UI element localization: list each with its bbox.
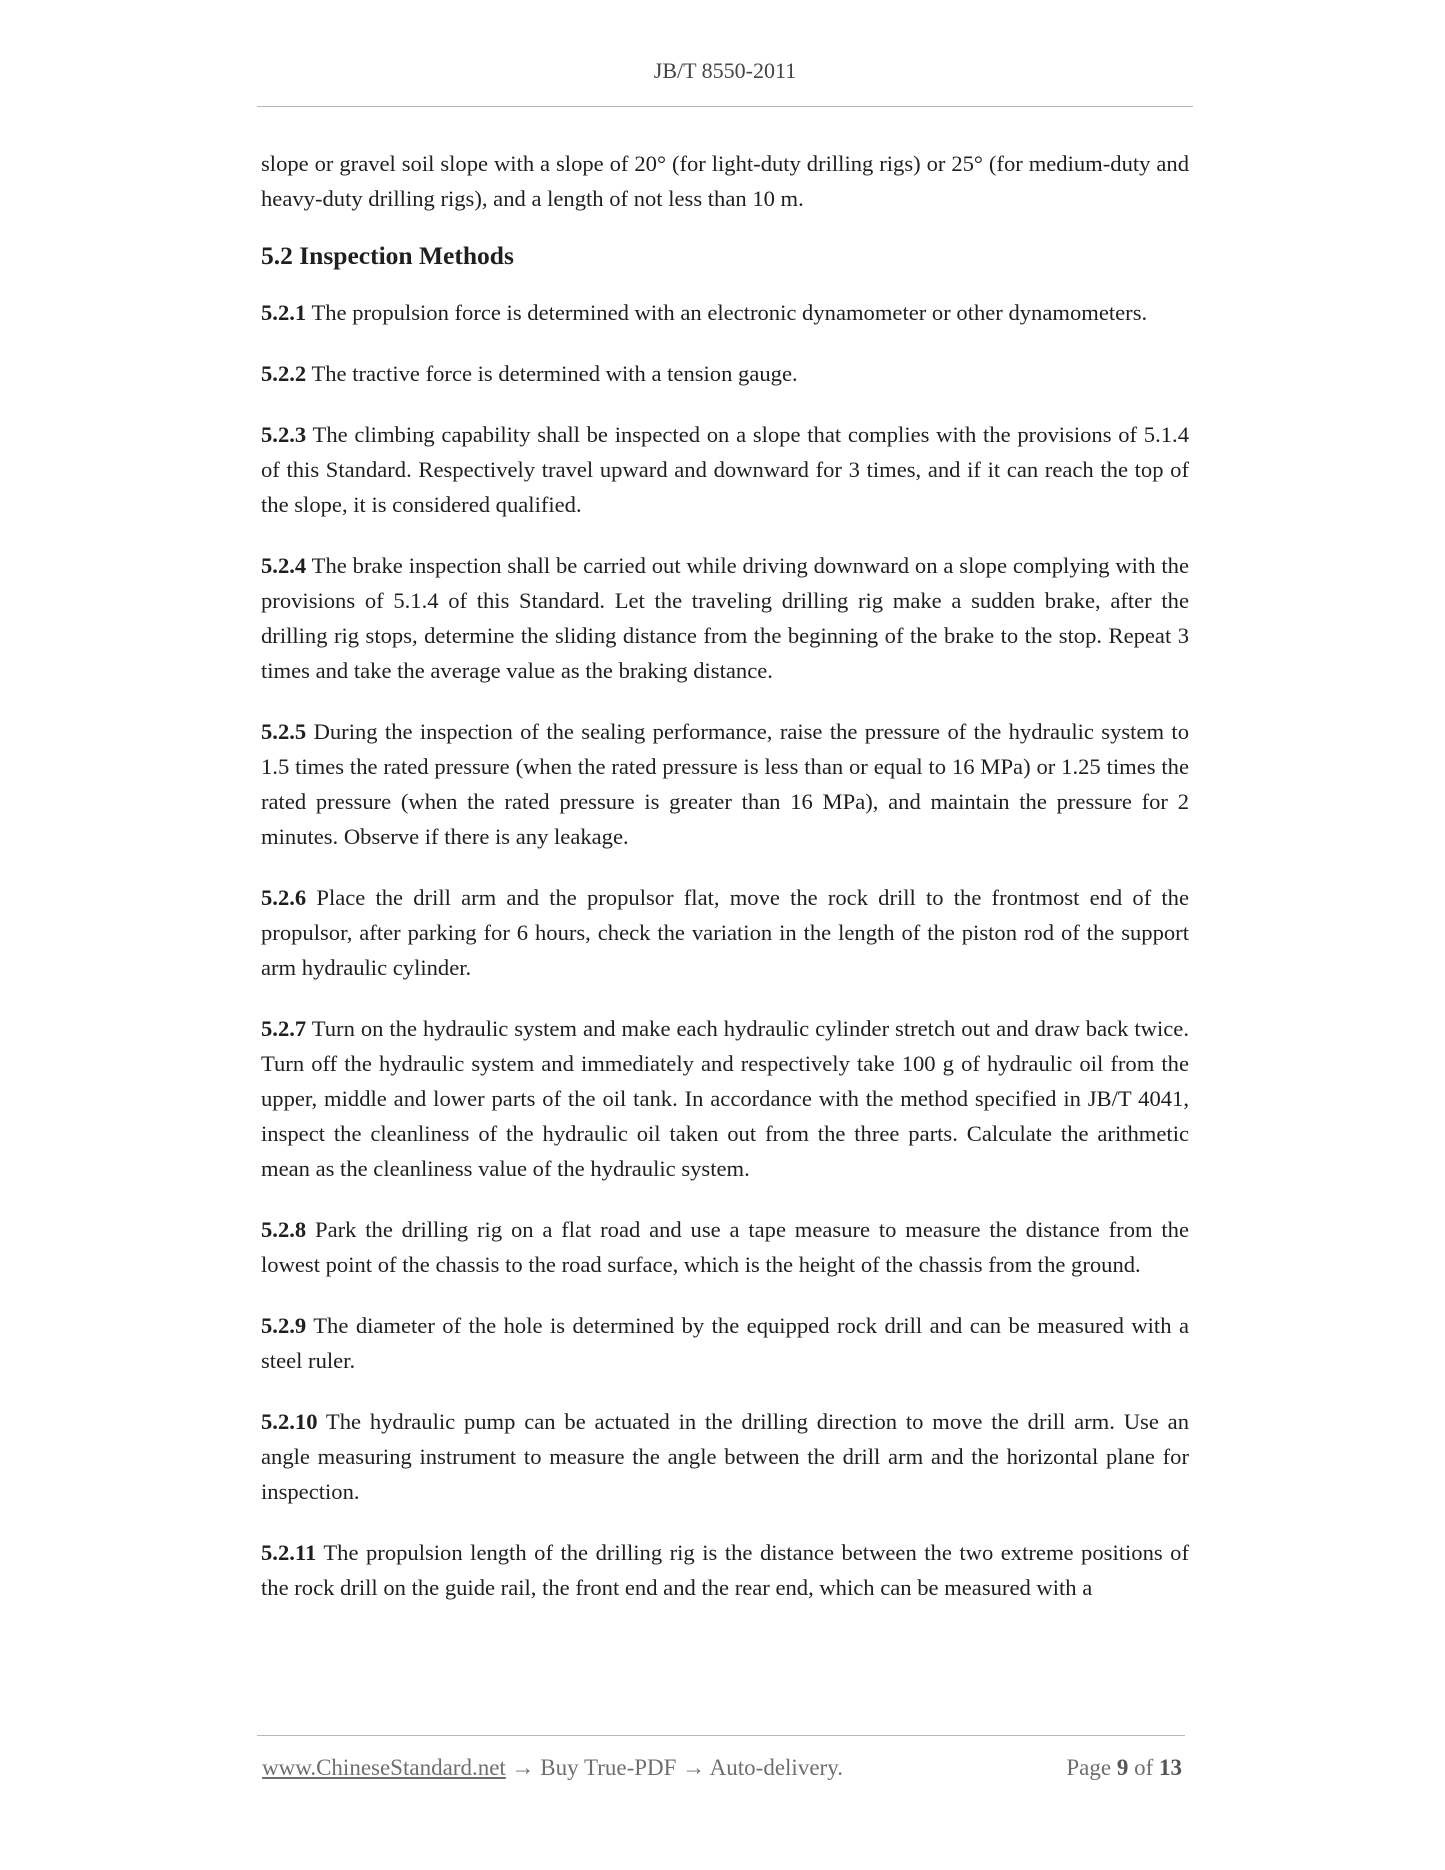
clause-number: 5.2.5: [261, 719, 307, 744]
footer-rule: [257, 1735, 1185, 1736]
section-heading: 5.2 Inspection Methods: [261, 241, 514, 270]
clause-text: During the inspection of the sealing performance, raise the pressure of the hydraulic system to 1.5 times the rated pressure (when the rated pressure is less than or equal to 16 MPa) or 1.25 times the rated pressure (when the rated pressure is greater than 16 MPa), and maintain the pressure for 2 minutes. Observe if there is any leakage.: [261, 719, 1189, 849]
clause-number: 5.2.11: [261, 1540, 317, 1565]
clause-number: 5.2.7: [261, 1016, 307, 1041]
clause-text: The tractive force is determined with a tension gauge.: [311, 361, 798, 386]
clause-5-2-1: [261, 295, 1189, 330]
running-header: JB/T 8550-2011: [653, 58, 797, 83]
page-of: of: [1134, 1755, 1154, 1780]
clause-5-2-6: [261, 880, 1189, 985]
clause-number: 5.2.8: [261, 1217, 307, 1242]
clause-5-2-5: [261, 714, 1189, 854]
clause-number: 5.2.4: [261, 553, 307, 578]
clause-5-2-4: [261, 548, 1189, 688]
clause-text: The diameter of the hole is determined by the equipped rock drill and can be measured with a steel ruler.: [261, 1313, 1189, 1373]
clause-number: 5.2.2: [261, 361, 307, 386]
page-number: [1066, 1755, 1182, 1781]
clause-5-2-3: [261, 417, 1189, 522]
clause-text: The brake inspection shall be carried out while driving downward on a slope complying with the provisions of 5.1.4 of this Standard. Let the traveling drilling rig make a sudden brake, after the drilling rig stops, determine the sliding distance from the beginning of the brake to the stop. Repeat 3 times and take the average value as the braking distance.: [261, 553, 1189, 683]
website-link[interactable]: www.ChineseStandard.net: [262, 1755, 506, 1780]
page-label: Page: [1066, 1755, 1112, 1780]
clause-number: 5.2.1: [261, 300, 307, 325]
clause-text: Park the drilling rig on a flat road and use a tape measure to measure the distance from the lowest point of the chassis to the road surface, which is the height of the chassis from the ground.: [261, 1217, 1189, 1277]
clause-text: The climbing capability shall be inspected on a slope that complies with the provisions of 5.1.4 of this Standard. Respectively travel upward and downward for 3 times, and if it can reach the top of the slope, it is considered qualified.: [261, 422, 1189, 517]
page-current: 9: [1116, 1755, 1129, 1780]
clause-text: The hydraulic pump can be actuated in the drilling direction to move the drill arm. Use an angle measuring instrument to measure the angle between the drill arm and the horizontal plane for inspection.: [261, 1409, 1189, 1504]
clause-text: Place the drill arm and the propulsor flat, move the rock drill to the frontmost end of the propulsor, after parking for 6 hours, check the variation in the length of the piston rod of the support arm hydraulic cylinder.: [261, 885, 1189, 980]
page-total: 13: [1159, 1755, 1182, 1780]
clause-number: 5.2.9: [261, 1313, 307, 1338]
clause-number: 5.2.6: [261, 885, 307, 910]
clause-text: The propulsion force is determined with an electronic dynamometer or other dynamometers.: [311, 300, 1148, 325]
clause-5-2-10: [261, 1404, 1189, 1509]
clause-text: The propulsion length of the drilling rig is the distance between the two extreme positions of the rock drill on the guide rail, the front end and the rear end, which can be measured with a: [261, 1540, 1189, 1600]
clause-5-2-7: [261, 1011, 1189, 1186]
intro-paragraph: slope or gravel soil slope with a slope of 20° (for light-duty drilling rigs) or 25° (for medium-duty and heavy-duty drilling rigs), and a length of not less than 10 m.: [261, 151, 1189, 211]
arrow-icon: →: [682, 1755, 706, 1780]
clause-5-2-11: [261, 1535, 1189, 1605]
clause-5-2-2: [261, 356, 1189, 391]
clause-5-2-8: [261, 1212, 1189, 1282]
auto-delivery-text: Auto-delivery.: [709, 1755, 843, 1780]
clause-number: 5.2.3: [261, 422, 307, 447]
header-rule: [257, 106, 1193, 107]
buy-pdf-text: Buy True-PDF: [540, 1755, 677, 1780]
document-body: [261, 146, 1189, 1631]
clause-number: 5.2.10: [261, 1409, 318, 1434]
arrow-icon: →: [511, 1755, 535, 1780]
clause-5-2-9: [261, 1308, 1189, 1378]
footer-promo: [262, 1755, 843, 1781]
clause-text: Turn on the hydraulic system and make each hydraulic cylinder stretch out and draw back twice. Turn off the hydraulic system and immediately and respectively take 100 g of hydraulic oil from the upper, middle and lower parts of the oil tank. In accordance with the method specified in JB/T 4041, inspect the cleanliness of the hydraulic oil taken out from the three parts. Calculate the arithmetic mean as the cleanliness value of the hydraulic system.: [261, 1016, 1189, 1181]
